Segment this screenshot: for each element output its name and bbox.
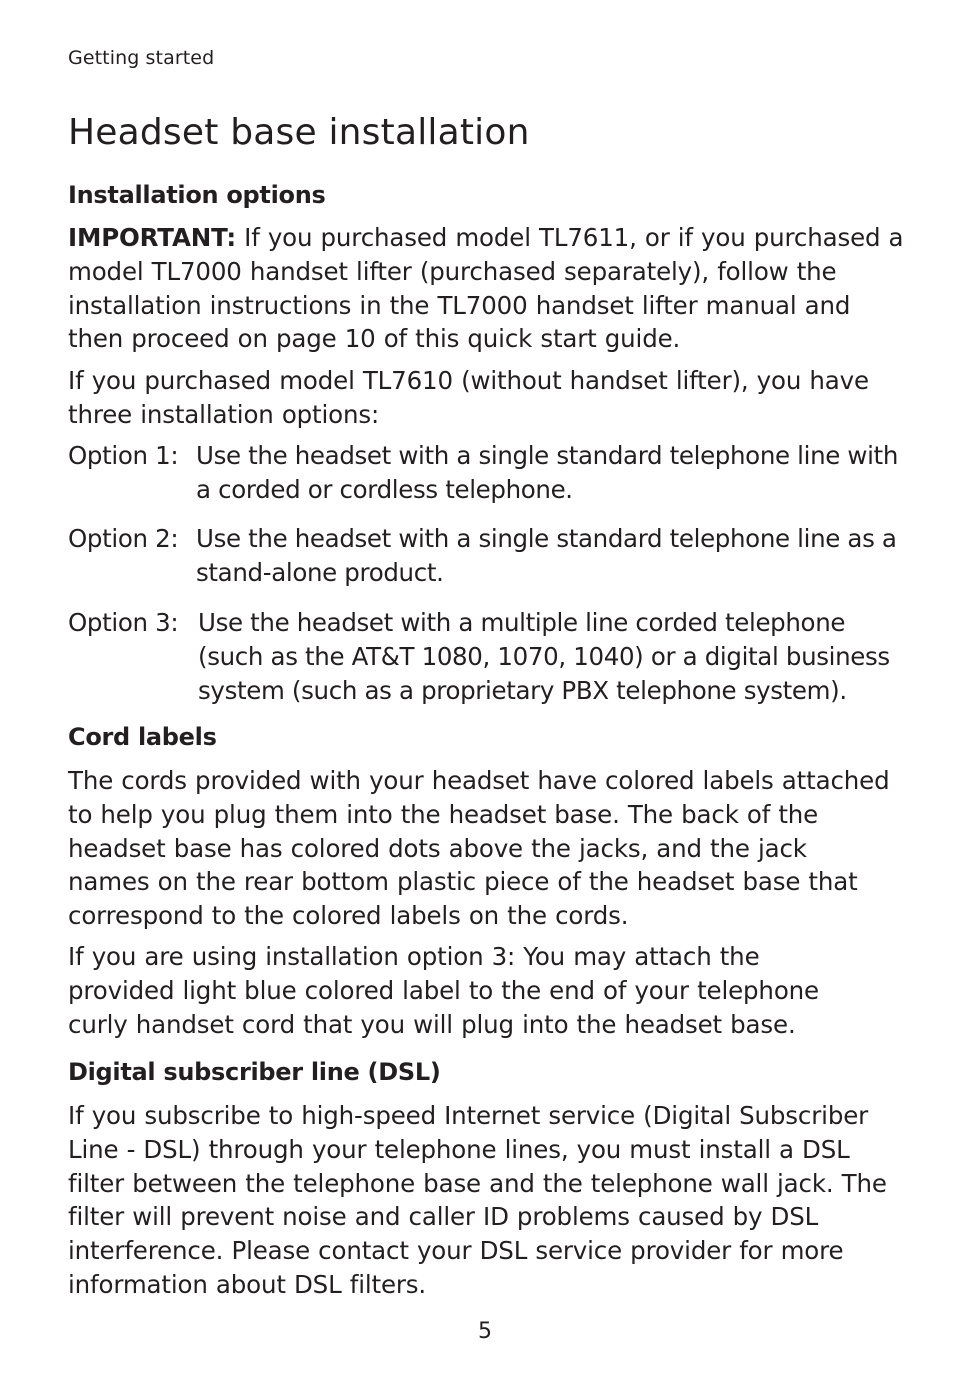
dsl-paragraph: If you subscribe to high-speed Internet service (Digital Subscriber Line - DSL) through your telephone lines, you must install a DSL filter between the telephone base and the telephone wall jack. The filter will prevent noise and caller ID problems caused by DSL interference. Please contact your DSL service provider for more information about DSL filters. [68, 1101, 887, 1299]
option-3-label: Option 3: [68, 608, 179, 637]
important-text: If you purchased model TL7611, or if you purchased a model TL7000 handset lifter (purchased separately), follow the installation instructions in the TL7000 handset lifter manual and then proceed on page 10 of this quick start guide. [68, 223, 904, 354]
cord-labels-paragraph-2: If you are using installation option 3: You may attach the provided light blue colored label to the end of your telephone curly handset cord that you will plug into the headset base. [68, 942, 819, 1039]
page-number: 5 [478, 1319, 492, 1344]
option-2-text: Use the headset with a single standard telephone line as a stand-alone product. [196, 524, 897, 587]
cord-labels-paragraph-1: The cords provided with your headset have colored labels attached to help you plug them into the headset base. The back of the headset base has colored dots above the jacks, and the jack names on the rear bottom plastic piece of the headset base that correspond to the colored labels on the cords. [68, 766, 890, 931]
option-2-label: Option 2: [68, 524, 179, 553]
page-title: Headset base installation [68, 112, 530, 153]
options-intro: If you purchased model TL7610 (without handset lifter), you have three installation options: [68, 366, 869, 429]
option-3-text: Use the headset with a multiple line corded telephone (such as the AT&T 1080, 1070, 1040) or a digital business system (such as a proprietary PBX telephone system). [198, 608, 890, 705]
important-paragraph [68, 221, 908, 356]
option-1-label: Option 1: [68, 441, 179, 470]
important-label: IMPORTANT: [68, 223, 236, 252]
installation-options-heading: Installation options [68, 181, 326, 209]
cord-labels-heading: Cord labels [68, 723, 217, 751]
option-1-text: Use the headset with a single standard telephone line with a corded or cordless telephone. [196, 441, 898, 504]
running-head: Getting started [68, 47, 215, 69]
dsl-heading: Digital subscriber line (DSL) [68, 1058, 441, 1086]
